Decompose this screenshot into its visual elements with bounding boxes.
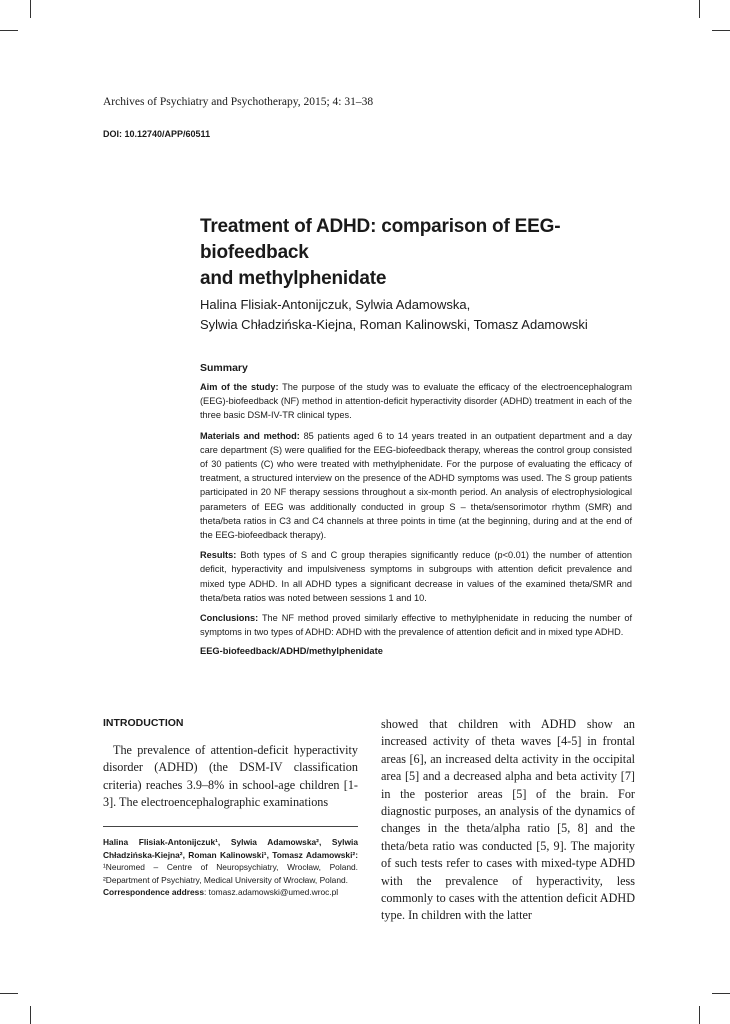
crop-mark-bottom-left-vertical (30, 1006, 31, 1024)
introduction-left-column: The prevalence of attention-deficit hyperactivity disorder (ADHD) (the DSM-IV classification criteria) reaches 3.9–8% in school-age children [1-3]. The electroencephalographic examinations (103, 743, 358, 810)
crop-mark-top-left-horizontal (0, 30, 18, 31)
authors-line-2: Sylwia Chładzińska-Kiejna, Roman Kalinowski, Tomasz Adamowski (200, 317, 588, 332)
doi: DOI: 10.12740/APP/60511 (103, 129, 211, 139)
crop-mark-top-left-vertical (30, 0, 31, 18)
title-line-1: Treatment of ADHD: comparison of EEG-biofeedback (200, 216, 561, 263)
summary-body (200, 380, 632, 645)
results-text: Both types of S and C group therapies significantly reduce (p<0.01) the number of attention deficit, hyperactivity and impulsiveness symptoms in subgroups with attention deficit prevalence and mixed type ADHD. In all ADHD types a significant decrease in values of the examined theta/SMR and theta/beta ratios was noted between sessions 1 and 10. (200, 550, 632, 603)
summary-aim (200, 380, 632, 423)
title-line-2: and methylphenidate (200, 268, 387, 289)
crop-mark-top-right-horizontal (712, 30, 730, 31)
summary-results (200, 548, 632, 605)
methods-label: Materials and method: (200, 430, 300, 441)
crop-mark-bottom-right-horizontal (712, 993, 730, 994)
journal-citation: Archives of Psychiatry and Psychotherapy, 2015; 4: 31–38 (103, 96, 374, 108)
footnote-affiliations: ¹Neuromed – Centre of Neuropsychiatry, Wrocław, Poland. ²Department of Psychiatry, Medical University of Wrocław, Poland. (103, 862, 358, 885)
crop-mark-bottom-right-vertical (699, 1006, 700, 1024)
methods-text: 85 patients aged 6 to 14 years treated in an outpatient department and a day care department (S) were qualified for the EEG-biofeedback therapy, whereas the control group consisted of 30 patients (C) who were treated with methylphenidate. For the purpose of evaluating the efficacy of treatment, a structured interview on the presence of the ADHD symptoms was used. The S group patients participated in 20 NF therapy sessions throughout a six-month period. An analysis of electrophysiological parameters of EEG was additionally conducted in group S – theta/sensorimotor rhythm (SMR) and theta/beta ratios in C3 and C4 channels at three points in time (at the beginning, during and at the end of the EEG-biofeedback therapy). (200, 430, 632, 541)
introduction-heading: INTRODUCTION (103, 717, 184, 729)
article-title (200, 214, 660, 292)
summary-methods (200, 429, 632, 543)
correspondence-email: : tomasz.adamowski@umed.wroc.pl (204, 887, 339, 898)
author-list (200, 295, 660, 335)
summary-heading: Summary (200, 362, 248, 374)
footnote-divider (103, 826, 358, 827)
footnote-authors: Halina Flisiak-Antonijczuk¹, Sylwia Adamowska², Sylwia Chładzińska-Kiejna², Roman Kalinowski¹, Tomasz Adamowski²: (103, 837, 358, 860)
summary-conclusions (200, 611, 632, 639)
conclusions-text: The NF method proved similarly effective to methylphenidate in reducing the number of symptoms in two types of ADHD: ADHD with the prevalence of attention deficit and in mixed type ADHD. (200, 613, 632, 638)
introduction-right-column: showed that children with ADHD show an increased activity of theta waves [4-5] in frontal areas [6], an increased delta activity in the occipital area [5] and a decreased alpha and beta activity [7] in the posterior areas [5] of the brain. For diagnostic purposes, an analysis of the dynamics of changes in the theta/alpha ratio [5, 8] and the theta/beta ratio was conducted [5, 9]. The majority of such tests refer to cases with mixed-type ADHD with the prevalence of hyperactivity, less commonly to cases with the attention deficit ADHD type. In children with the latter (381, 717, 635, 923)
keywords: EEG-biofeedback/ADHD/methylphenidate (200, 646, 383, 656)
correspondence-label: Correspondence address (103, 887, 204, 898)
crop-mark-top-right-vertical (699, 0, 700, 18)
author-affiliations-footnote (103, 836, 358, 899)
aim-text: The purpose of the study was to evaluate the efficacy of the electroencephalogram (EEG)-biofeedback (NF) method in attention-deficit hyperactivity disorder (ADHD) treatment in each of the three basic DSM-IV-TR clinical types. (200, 382, 633, 421)
aim-label: Aim of the study: (200, 382, 279, 392)
results-label: Results: (200, 550, 237, 561)
crop-mark-bottom-left-horizontal (0, 993, 18, 994)
conclusions-label: Conclusions: (200, 613, 259, 624)
authors-line-1: Halina Flisiak-Antonijczuk, Sylwia Adamowska, (200, 297, 471, 312)
